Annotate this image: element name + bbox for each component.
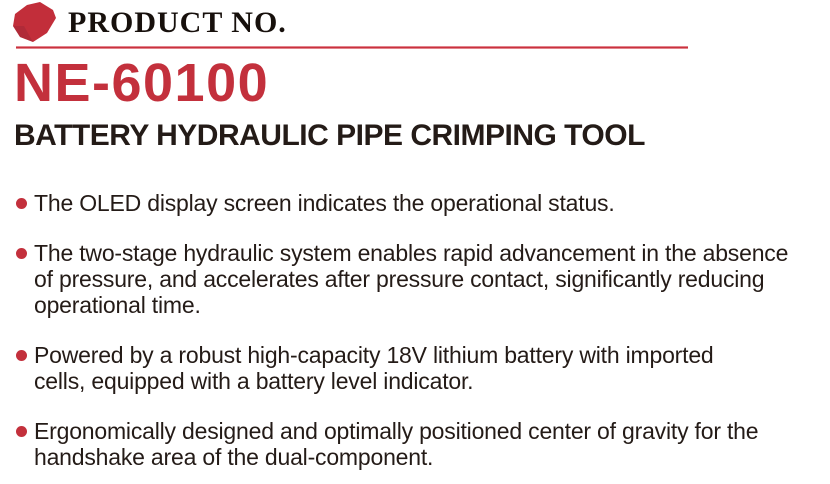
feature-item xyxy=(16,418,816,470)
product-name: BATTERY HYDRAULIC PIPE CRIMPING TOOL xyxy=(14,119,645,152)
feature-item xyxy=(16,190,816,216)
feature-text: The OLED display screen indicates the operational status. xyxy=(34,190,615,216)
feature-text: Powered by a robust high-capacity 18V lithium battery with imported cells, equipped with a battery level indicator. xyxy=(34,342,714,394)
feature-item xyxy=(16,240,816,318)
bullet-icon xyxy=(16,248,27,259)
bullet-icon xyxy=(16,350,27,361)
section-header xyxy=(12,2,287,43)
section-title: PRODUCT NO. xyxy=(68,5,287,39)
bullet-icon xyxy=(16,426,27,437)
feature-item xyxy=(16,342,816,394)
feature-text: Ergonomically designed and optimally positioned center of gravity for the handshake area of the dual-component. xyxy=(34,418,759,470)
header-divider xyxy=(16,46,688,49)
feature-text: The two-stage hydraulic system enables rapid advancement in the absence of pressure, and accelerates after pressure contact, significantly reducing operational time. xyxy=(34,240,789,318)
gem-icon xyxy=(12,2,58,43)
bullet-icon xyxy=(16,198,27,209)
product-model: NE-60100 xyxy=(14,53,270,113)
feature-list xyxy=(16,190,816,484)
